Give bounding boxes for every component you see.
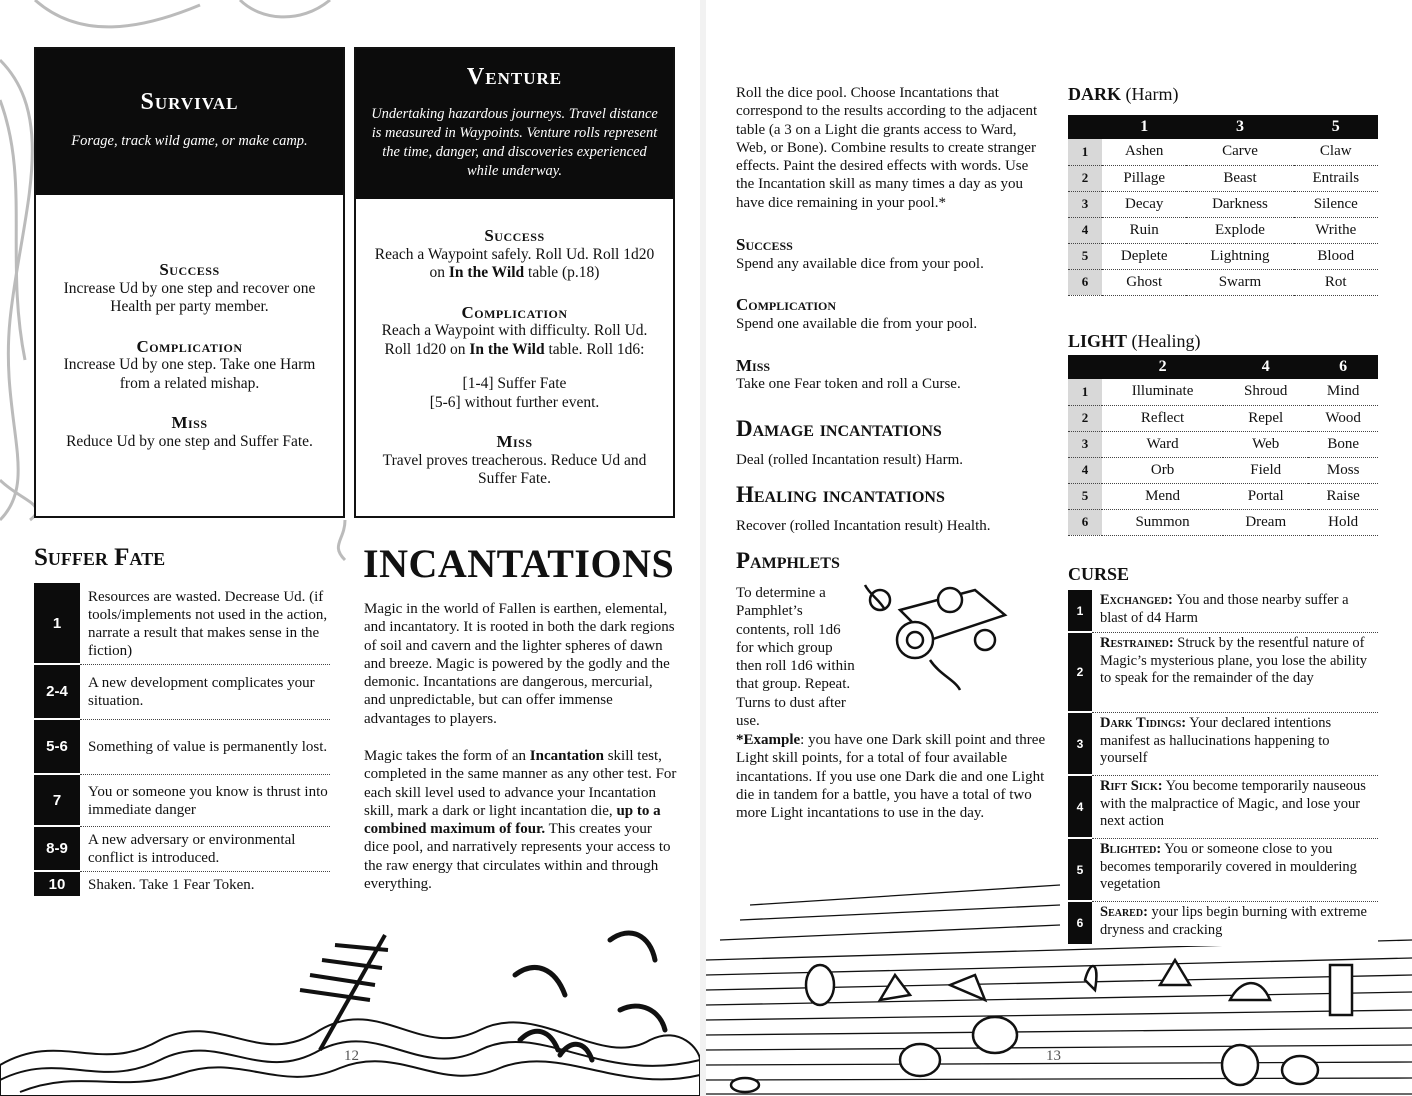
suffer-fate-title: Suffer Fate [34,544,166,571]
dark-table-row [1068,139,1378,165]
venture-complication-text [370,322,659,359]
curse-row-number: 3 [1068,713,1092,776]
venture-card-header [356,49,673,199]
venture-success-label: Success [484,226,545,245]
venture-miss-text: Travel proves treacherous. Reduce Ud and Suffer Fate. [382,451,647,487]
healing-incantations-title: Healing incantations [736,482,945,507]
curse-name: Rift Sick: [1100,778,1163,794]
incantations-p2-a: Magic takes the form of an [364,748,527,764]
light-row-number: 1 [1068,379,1102,405]
curse-name: Dark Tidings: [1100,715,1187,731]
curse-name: Seared: [1100,904,1148,920]
suffer-fate-row [34,665,330,720]
curse-row-text [1092,839,1378,902]
dark-table-header-row [1068,115,1378,139]
light-table-header: 6 [1308,355,1378,379]
light-table-row [1068,509,1378,535]
incantation-success-text: Spend any available dice from your pool. [736,256,984,272]
example-body: : you have one Dark skill point and three Light skill points, for a total of four available incantations. If you use one Dark die and one Light die in tandem for a battle, you have a total of two more Light incantations to use in the day. [736,732,1046,822]
curse-row-text [1092,590,1378,633]
survival-title: Survival [140,89,239,115]
light-cell: Ward [1102,431,1223,457]
suffer-fate-row [34,827,330,872]
dark-title: DARK [1068,84,1121,104]
light-cell: Dream [1223,509,1308,535]
venture-subtitle: Undertaking hazardous journeys. Travel distance is measured in Waypoints. Venture rolls represent the time, danger, and discoveries experienced while underway. [371,106,658,179]
dark-cell: Entrails [1294,165,1378,191]
venture-success-bold: In the Wild [448,264,525,281]
curse-row-text [1092,633,1378,713]
curse-effect: You become temporarily nauseous with the malpractice of Magic, and lose your next action [1100,778,1366,829]
dark-row-number: 3 [1068,191,1102,217]
dark-table-header: 1 [1102,115,1186,139]
survival-subtitle: Forage, track wild game, or make camp. [71,133,308,149]
venture-title: Venture [466,64,563,90]
light-cell: Bone [1308,431,1378,457]
curse-effect: You and those nearby suffer a blast of d4 Harm [1100,592,1349,626]
venture-complication-bold: In the Wild [469,340,545,358]
dark-cell: Carve [1186,139,1293,165]
suffer-fate-row-number: 1 [34,583,80,665]
damage-incantations-title: Damage incantations [736,416,942,441]
suffer-fate-row-text: A new development complicates your situation. [80,665,330,720]
survival-complication-label: Complication [136,336,243,356]
dark-cell: Beast [1186,165,1293,191]
page-number-left: 12 [344,1048,359,1064]
curse-row-number: 5 [1068,839,1092,902]
light-cell: Moss [1308,457,1378,483]
dark-table [1068,115,1378,296]
curse-row [1068,902,1378,946]
incantation-success-label: Success [736,235,793,254]
light-table-header: 4 [1223,355,1308,379]
light-row-number: 5 [1068,483,1102,509]
incantation-miss-text: Take one Fear token and roll a Curse. [736,376,961,392]
venture-outcome-1: [1-4] Suffer Fate [462,375,567,392]
light-row-number: 4 [1068,457,1102,483]
venture-success-text-1: Reach a Waypoint safely. Roll Ud. Roll 1d20 on [374,245,655,281]
light-cell: Web [1223,431,1308,457]
light-row-number: 3 [1068,431,1102,457]
survival-success-text: Increase Ud by one step and recover one Health per party member. [63,279,316,315]
curse-row-number: 4 [1068,776,1092,839]
suffer-fate-row [34,872,330,898]
curse-name: Exchanged: [1100,592,1173,608]
incantations-p2-c: skill test, completed in the same manner as any other test. For each skill level used to advance your Incantation skill, mark a dark or light incantation die, [364,748,677,819]
incantation-complication-label: Complication [736,295,837,314]
venture-complication-text-2: table. Roll 1d6: [548,340,645,358]
dark-table-row [1068,269,1378,295]
light-cell: Mend [1102,483,1223,509]
page-gutter [700,0,706,1096]
example-text [736,731,1048,822]
curse-row-number: 2 [1068,633,1092,713]
curse-row-number: 1 [1068,590,1092,633]
curse-row-number: 6 [1068,902,1092,946]
dark-cell: Silence [1294,191,1378,217]
drowning-figures-illustration [731,960,1352,1092]
light-cell: Raise [1308,483,1378,509]
healing-incantations-text: Recover (rolled Incantation result) Health. [736,518,991,534]
light-table-corner [1068,355,1102,379]
light-table-row [1068,457,1378,483]
curse-effect: your lips begin burning with extreme dryness and cracking [1100,904,1367,938]
suffer-fate-row-text: Something of value is permanently lost. [80,720,330,775]
incantations-paragraph-2 [364,747,678,893]
light-row-number: 2 [1068,405,1102,431]
dark-cell: Blood [1294,243,1378,269]
venture-success-text [370,246,659,283]
curse-table [1068,590,1378,946]
light-table-header: 2 [1102,355,1223,379]
survival-card [34,47,345,518]
curse-row-text [1092,713,1378,776]
light-cell: Reflect [1102,405,1223,431]
curse-row-text [1092,902,1378,946]
light-cell: Shroud [1223,379,1308,405]
curse-row [1068,633,1378,713]
pamphlets-title: Pamphlets [736,548,840,573]
dark-table-row [1068,191,1378,217]
venture-complication-text-1: Reach a Waypoint with difficulty. Roll Ud. Roll 1d20 on [381,322,648,358]
suffer-fate-row-text: Resources are wasted. Decrease Ud. (if tools/implements not used in the action, narrate a result that makes sense in the fiction) [80,583,330,665]
light-cell: Wood [1308,405,1378,431]
dark-cell: Swarm [1186,269,1293,295]
pamphlet-scroll-illustration [865,585,1005,690]
pamphlets-text: To determine a Pamphlet’s contents, roll 1d6 for which group then roll 1d6 within that group. Repeat. Turns to dust after use. [736,585,855,730]
light-table-row [1068,379,1378,405]
curse-row [1068,590,1378,633]
curse-row [1068,839,1378,902]
suffer-fate-row-number: 2-4 [34,665,80,720]
light-cell: Hold [1308,509,1378,535]
dark-row-number: 4 [1068,217,1102,243]
light-cell: Summon [1102,509,1223,535]
dark-cell: Deplete [1102,243,1186,269]
dark-cell: Explode [1186,217,1293,243]
incantations-p2-b: Incantation [529,748,604,764]
suffer-fate-row-text: You or someone you know is thrust into immediate danger [80,775,330,827]
curse-row [1068,776,1378,839]
light-subtitle: (Healing) [1131,331,1201,351]
venture-outcome-2: [5-6] without further event. [429,393,600,411]
survival-complication-text: Increase Ud by one step. Take one Harm from a related mishap. [63,356,316,392]
example-label: *Example [736,732,801,748]
light-cell: Mind [1308,379,1378,405]
incantation-intro: Roll the dice pool. Choose Incantations that correspond to the results according to the adjacent table (a 3 on a Light die grants access to Ward, Web, or Bone). Combine results to create stranger effects. Paint the desired effects with words. Use the Incantation skill as many times a day as you have dice remaining in your pool.* [736,85,1038,211]
suffer-fate-row-text: Shaken. Take 1 Fear Token. [88,877,255,893]
light-cell: Field [1223,457,1308,483]
venture-card [354,47,675,518]
venture-complication-label: Complication [461,302,568,322]
light-cell: Portal [1223,483,1308,509]
venture-miss-label: Miss [496,432,533,451]
curse-title: CURSE [1068,564,1130,584]
curse-effect: Your declared intentions manifest as hallucinations happening to yourself [1100,715,1332,766]
dark-row-number: 2 [1068,165,1102,191]
suffer-fate-row-number: 8-9 [34,827,80,872]
venture-success-text-2: table (p.18) [528,264,600,281]
suffer-fate-row-number: 7 [34,775,80,827]
dark-cell: Decay [1102,191,1186,217]
dark-cell: Ashen [1102,139,1186,165]
light-cell: Orb [1102,457,1223,483]
curse-row [1068,713,1378,776]
dark-cell: Lightning [1186,243,1293,269]
dark-subtitle: (Harm) [1125,84,1179,104]
suffer-fate-row [34,720,330,775]
incantations-p2-d: up to a combined maximum of four. [364,802,661,838]
suffer-fate-row-number: 5-6 [34,720,80,775]
suffer-fate-row-text: A new adversary or environmental conflict is introduced. [80,827,330,872]
light-table-header-row [1068,355,1378,379]
suffer-fate-row-number: 10 [34,872,80,898]
light-table-title [1068,331,1201,352]
dark-cell: Writhe [1294,217,1378,243]
curse-name: Blighted: [1100,841,1162,857]
curse-effect: Struck by the resentful nature of Magic’s mysterious plane, you lose the ability to speak for the remainder of the day [1100,635,1367,686]
dark-table-header: 5 [1294,115,1378,139]
dark-cell: Pillage [1102,165,1186,191]
dark-table-row [1068,217,1378,243]
light-table-row [1068,405,1378,431]
dark-cell: Darkness [1186,191,1293,217]
incantations-p2-e: This creates your dice pool, and narratively represents your access to the raw energy that circulates within and through everything. [364,821,671,893]
survival-miss-label: Miss [171,413,208,432]
dark-table-title [1068,84,1178,105]
page-number-right: 13 [1046,1048,1061,1064]
dark-table-corner [1068,115,1102,139]
incantations-title: INCANTATIONS [363,541,675,586]
suffer-fate-row [34,583,330,665]
venture-card-body [356,199,673,489]
damage-incantations-text: Deal (rolled Incantation result) Harm. [736,452,963,468]
curse-row-text [1092,776,1378,839]
dark-cell: Claw [1294,139,1378,165]
incantation-miss-label: Miss [736,356,771,375]
survival-card-header [36,49,343,195]
dark-table-row [1068,243,1378,269]
dark-row-number: 5 [1068,243,1102,269]
incantation-complication-text: Spend one available die from your pool. [736,316,978,332]
dark-row-number: 1 [1068,139,1102,165]
light-cell: Illuminate [1102,379,1223,405]
suffer-fate-row [34,775,330,827]
light-row-number: 6 [1068,509,1102,535]
dark-table-row [1068,165,1378,191]
light-title: LIGHT [1068,331,1128,351]
dark-cell: Ghost [1102,269,1186,295]
incantations-paragraph-1: Magic in the world of Fallen is earthen, elemental, and incantatory. It is rooted in both the dark regions of soil and cavern and the lighter spheres of dawn and breeze. Magic is powered by the godly and the demonic. Incantations are dangerous, mercurial, and unpredictable, but can offer immense advantages to players. [364,601,675,727]
suffer-fate-table [34,583,330,898]
light-table-row [1068,483,1378,509]
survival-success-label: Success [159,260,220,279]
light-cell: Repel [1223,405,1308,431]
dark-cell: Rot [1294,269,1378,295]
curse-effect: You or someone close to you becomes temporarily covered in mouldering vegetation [1100,841,1357,892]
survival-miss-text: Reduce Ud by one step and Suffer Fate. [66,432,313,450]
survival-card-body [36,195,343,451]
light-table [1068,355,1378,536]
dark-table-header: 3 [1186,115,1293,139]
light-table-row [1068,431,1378,457]
dark-cell: Ruin [1102,217,1186,243]
curse-name: Restrained: [1100,635,1174,651]
dark-row-number: 6 [1068,269,1102,295]
